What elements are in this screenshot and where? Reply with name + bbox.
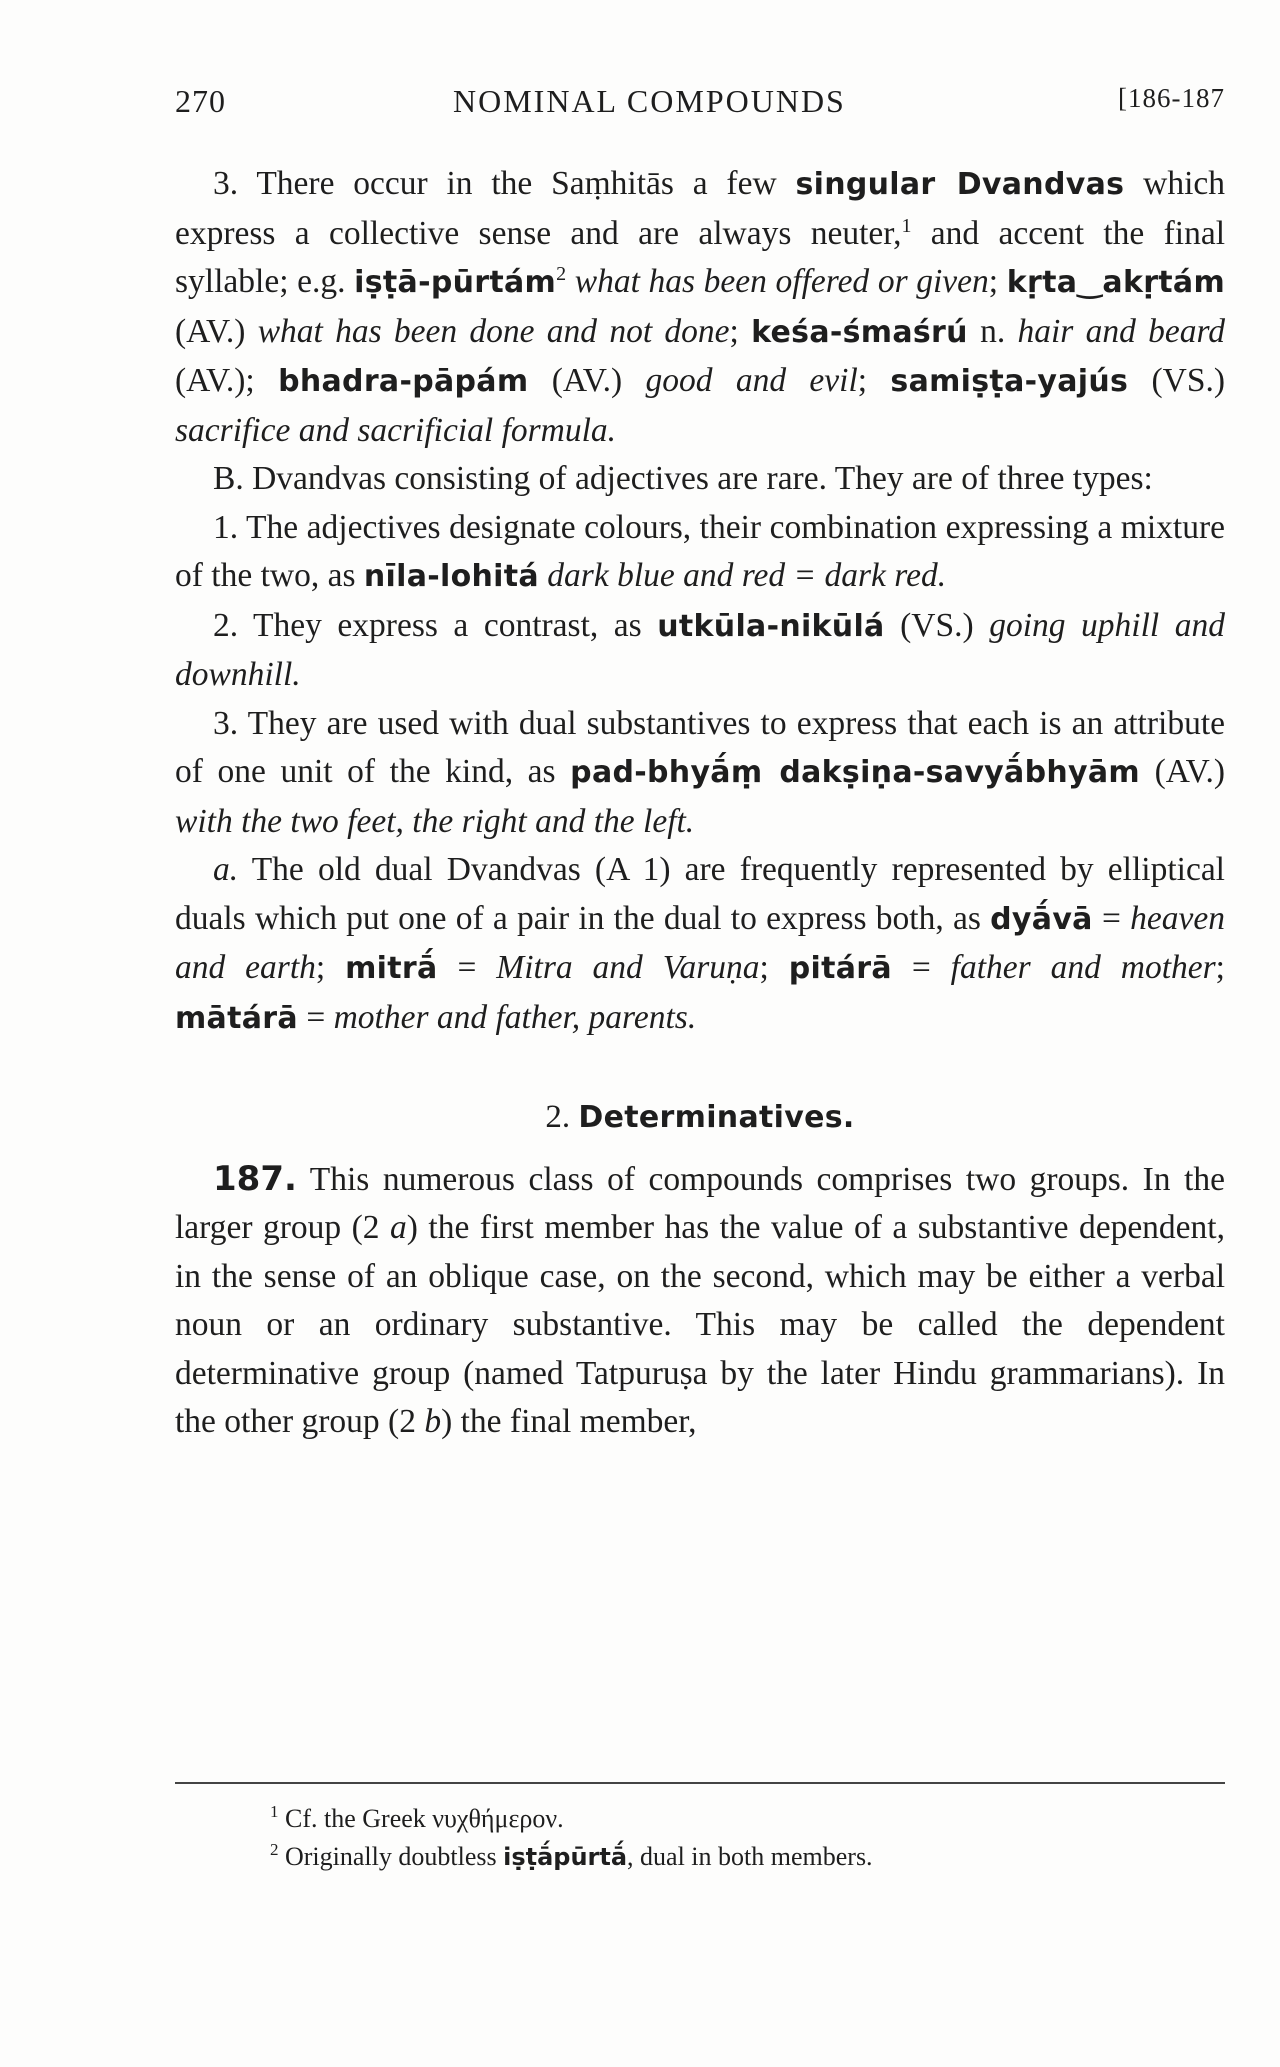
running-title: NOMINAL COMPOUNDS bbox=[453, 83, 846, 119]
italic-gloss: father and mother bbox=[950, 949, 1216, 986]
heading-label: Determinatives. bbox=[578, 1100, 855, 1135]
footnote-mark: 2 bbox=[270, 1840, 279, 1859]
text-run: = bbox=[1092, 899, 1131, 937]
bold-term: pad-bhyā́ṃ dakṣiṇa-savyā́bhyām bbox=[570, 755, 1140, 790]
text-run: (VS.) bbox=[1128, 362, 1225, 399]
bold-term: mitrā́ bbox=[345, 951, 438, 986]
italic-gloss: what has been offered or given bbox=[574, 263, 989, 300]
bold-term: bhadra-pāpám bbox=[278, 364, 529, 399]
italic-gloss: Mitra and Varuṇa bbox=[496, 949, 760, 986]
text-run: n. bbox=[967, 312, 1018, 350]
section-range: [186-187 bbox=[1118, 83, 1225, 113]
page-body bbox=[175, 160, 1225, 1447]
footnotes bbox=[270, 1800, 1225, 1876]
footnote-text: Originally doubtless bbox=[278, 1842, 504, 1871]
bold-term: nīla-lohitá bbox=[363, 559, 539, 594]
running-head bbox=[175, 83, 1225, 123]
italic-letter: b bbox=[424, 1403, 442, 1440]
section-number: 187. bbox=[213, 1158, 297, 1199]
italic-gloss: heaven and earth bbox=[175, 899, 1225, 986]
italic-gloss: dark blue and red = dark red. bbox=[547, 557, 947, 594]
bold-term: samiṣṭa-yajús bbox=[890, 364, 1129, 399]
text-run: (AV.) bbox=[528, 362, 646, 399]
text-run: ; bbox=[988, 263, 1007, 300]
bold-term: pitárā bbox=[788, 951, 892, 986]
footnote-text: Cf. the Greek νυχθήμερον. bbox=[278, 1804, 564, 1833]
text-run: which express a collective sense and are always neuter, bbox=[175, 165, 1226, 252]
bold-term: utkūla-nikūlá bbox=[657, 608, 885, 644]
bold-term: dyā́vā bbox=[990, 901, 1093, 937]
page-number: 270 bbox=[175, 83, 226, 119]
italic-letter: a bbox=[390, 1209, 407, 1246]
italic-gloss: mother and father, parents. bbox=[333, 998, 697, 1036]
text-run: ; bbox=[315, 949, 346, 986]
text-run: ; bbox=[729, 312, 752, 350]
text-run: ) the final member, bbox=[441, 1403, 697, 1440]
paragraph-elliptical-duals bbox=[175, 846, 1225, 1043]
footnote-2 bbox=[270, 1838, 1225, 1876]
paragraph-187 bbox=[175, 1155, 1225, 1447]
paragraph-type-1 bbox=[175, 504, 1225, 602]
text-run: ; bbox=[857, 362, 891, 399]
text-run: This numerous class of compounds comprises two groups. In the larger group (2 bbox=[175, 1160, 1225, 1246]
italic-gloss: good and evil bbox=[645, 362, 858, 399]
italic-gloss: sacrifice and sacrificial formula. bbox=[175, 411, 617, 449]
text-run: = bbox=[297, 998, 334, 1036]
bold-term: singular Dvandvas bbox=[795, 167, 1125, 202]
footnote-ref-1: 1 bbox=[901, 214, 912, 237]
italic-gloss: going uphill and downhill. bbox=[175, 606, 1226, 693]
paragraph-adjective-dvandvas: B. Dvandvas consisting of adjectives are rare. They are of three types: bbox=[213, 460, 1153, 497]
footnote-divider bbox=[175, 1782, 1225, 1784]
text-run: (AV.); bbox=[175, 362, 279, 399]
footnote-ref-2: 2 bbox=[556, 263, 567, 285]
bold-term: kṛta‿akṛtám bbox=[1006, 265, 1226, 300]
text-run: The old dual Dvandvas (A 1) are frequently represented by elliptical duals which put one of a pair in the dual to express both, as bbox=[175, 851, 1225, 937]
text-run: and accent the final syllable; e.g. bbox=[175, 214, 1226, 300]
bold-term: iṣṭā-pūrtám bbox=[354, 265, 557, 300]
text-run: ; bbox=[1215, 949, 1225, 986]
heading-number: 2. bbox=[545, 1099, 571, 1135]
paragraph-type-3 bbox=[175, 700, 1225, 847]
text-run: 3. There occur in the Saṃhitās a few bbox=[213, 165, 796, 202]
text-run: 1. The adjectives designate colours, their combination expressing a mixture of the two, as bbox=[175, 508, 1225, 594]
text-run: (AV.) bbox=[175, 312, 258, 350]
footnote-text: , dual in both members. bbox=[627, 1842, 873, 1871]
paragraph-type-2 bbox=[175, 602, 1225, 700]
text-run: (AV.) bbox=[1139, 753, 1226, 790]
text-run: = bbox=[891, 949, 951, 986]
bold-term: mātárā bbox=[175, 1000, 298, 1036]
text-run: = bbox=[437, 949, 497, 986]
italic-label: a. bbox=[213, 851, 239, 888]
text-run: ) the first member has the value of a substantive dependent, in the sense of an oblique case, on the second, which may be either a verbal noun or an ordinary substantive. This may be called the dependent determinative group (named Tatpuruṣa by the later Hindu grammarians). In the other group (2 bbox=[175, 1209, 1225, 1440]
text-run: ; bbox=[759, 949, 789, 986]
italic-gloss: hair and beard bbox=[1017, 312, 1226, 350]
paragraph-singular-dvandvas bbox=[175, 160, 1225, 455]
footnote-mark: 1 bbox=[270, 1802, 279, 1821]
text-run: 2. They express a contrast, as bbox=[213, 606, 658, 644]
section-heading bbox=[175, 1093, 1225, 1143]
italic-gloss: what has been done and not done bbox=[257, 312, 730, 350]
footnote-1 bbox=[270, 1800, 1225, 1838]
text-run: 3. They are used with dual substantives to express that each is an attribute of one unit of the kind, as bbox=[175, 704, 1225, 790]
italic-gloss: with the two feet, the right and the left. bbox=[175, 802, 695, 840]
footnote-bold-term: iṣṭā́pūrtā́ bbox=[503, 1843, 628, 1871]
bold-term: keśa-śmaśrú bbox=[751, 314, 968, 350]
text-run: (VS.) bbox=[884, 606, 990, 644]
